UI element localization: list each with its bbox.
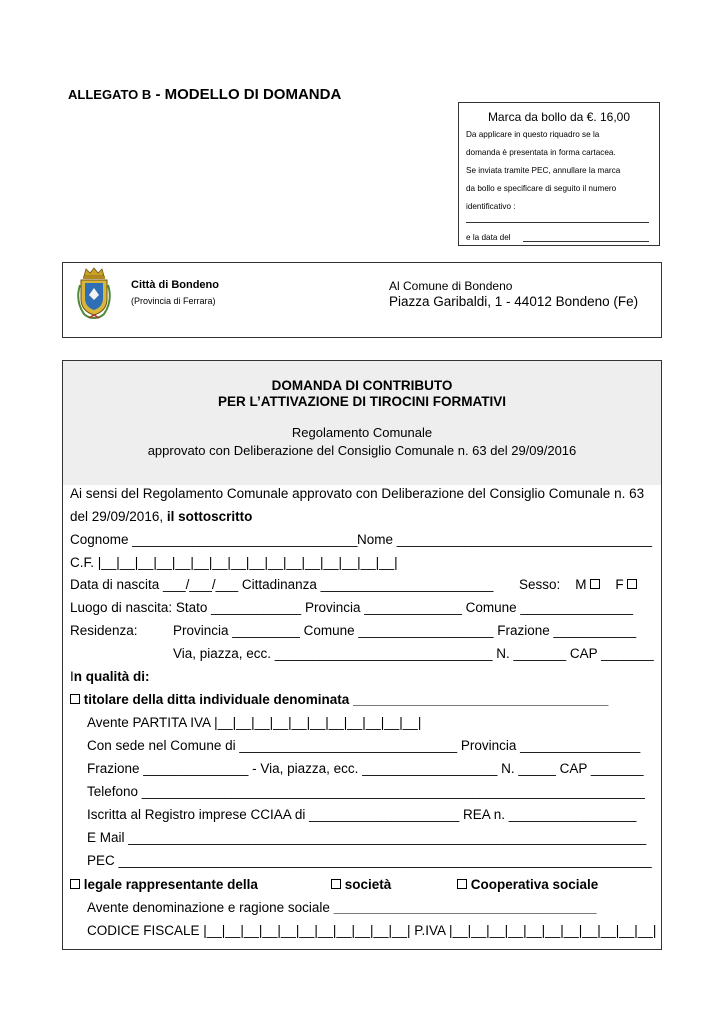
form-title: DOMANDA DI CONTRIBUTO (271, 378, 453, 393)
application-form (62, 360, 662, 950)
recipient: Al Comune di Bondeno (389, 279, 513, 293)
regulation-title: Regolamento Comunale (291, 425, 433, 440)
cooperative-checkbox[interactable] (457, 879, 467, 889)
revenue-stamp-instruction: domanda è presentata in forma cartacea. (466, 148, 616, 157)
revenue-stamp-instruction: Da applicare in questo riquadro se la (466, 130, 600, 139)
legal-rep-option (70, 877, 258, 892)
company-name-label: Avente denominazione e ragione sociale (87, 900, 330, 915)
hamlet-address-field[interactable]: Frazione ______________ - Via, piazza, ecc. __________________ N. _____ CAP _______ (87, 761, 644, 776)
sole-owner-label: titolare della ditta individuale denominata (83, 692, 350, 707)
company-name-input-line[interactable]: ___________________________________ (333, 900, 597, 915)
vat-number-field[interactable]: Avente PARTITA IVA |__|__|__|__|__|__|__|__|__|__|__| (87, 715, 422, 730)
revenue-stamp-instruction: identificativo : (466, 202, 516, 211)
city-province: (Provincia di Ferrara) (131, 296, 216, 306)
intro-date: del 29/09/2016, (70, 509, 167, 524)
pec-field[interactable]: PEC _______________________________________________________________________ (87, 853, 652, 868)
capacity-heading-initial: I (70, 669, 74, 684)
sex-m-checkbox[interactable] (590, 579, 600, 589)
sex-m-label: M (575, 577, 587, 592)
revenue-stamp-title: Marca da bollo da €. 16,00 (487, 110, 631, 124)
sex-f-checkbox[interactable] (627, 579, 637, 589)
legal-rep-checkbox[interactable] (70, 879, 80, 889)
company-name-field (87, 900, 596, 915)
stamp-date-line[interactable] (523, 241, 649, 242)
attachment-title (68, 86, 341, 103)
cooperative-option (457, 877, 598, 892)
stamp-id-line[interactable] (466, 222, 649, 223)
phone-field[interactable]: Telefono ___________________________________________________________________ (87, 784, 645, 799)
sole-owner-checkbox[interactable] (70, 694, 80, 704)
attachment-label: ALLEGATO B (68, 87, 152, 102)
surname-field[interactable]: Cognome ______________________________ (70, 532, 358, 547)
intro-text: Ai sensi del Regolamento Comunale approvato con Deliberazione del Consiglio Comunale n. 63 (70, 486, 645, 501)
fiscal-code-vat-field[interactable]: CODICE FISCALE |__|__|__|__|__|__|__|__|__|__|__| P.IVA |__|__|__|__|__|__|__|__|__|__|__| (87, 923, 657, 938)
stamp-date-label: e la data del (466, 233, 511, 242)
sole-owner-option (70, 692, 608, 707)
coat-of-arms-icon (75, 267, 113, 321)
municipality-header (62, 262, 662, 338)
company-label: società (344, 877, 392, 892)
sex-field (519, 577, 637, 592)
birth-place-field[interactable]: Luogo di nascita: Stato ____________ Provincia _____________ Comune _______________ (70, 600, 633, 615)
capacity-heading-text: n qualità di: (73, 669, 150, 684)
birth-date-citizenship-field[interactable]: Data di nascita ___/___/___ Cittadinanza _______________________ (70, 577, 494, 592)
cooperative-label: Cooperativa sociale (470, 877, 599, 892)
residence-label: Residenza: (70, 623, 138, 638)
company-option (331, 877, 391, 892)
recipient-address: Piazza Garibaldi, 1 - 44012 Bondeno (Fe) (389, 294, 639, 309)
attachment-subtitle: - MODELLO DI DOMANDA (151, 86, 342, 103)
undersigned-label: il sottoscritto (166, 509, 253, 524)
capacity-heading (70, 669, 150, 684)
regulation-reference: approvato con Deliberazione del Consiglio Comunale n. 63 del 29/09/2016 (147, 443, 577, 458)
email-field[interactable]: E Mail _____________________________________________________________________ (87, 830, 647, 845)
sex-label: Sesso: (519, 577, 561, 592)
company-name-line[interactable]: __________________________________ (353, 692, 609, 707)
business-register-field[interactable]: Iscritta al Registro imprese CCIAA di ____________________ REA n. _________________ (87, 807, 637, 822)
company-checkbox[interactable] (331, 879, 341, 889)
form-title-line2: PER L’ATTIVAZIONE DI TIROCINI FORMATIVI (218, 394, 506, 409)
legal-rep-label: legale rappresentante della (83, 877, 258, 892)
revenue-stamp-instruction: Se inviata tramite PEC, annullare la marca (466, 166, 621, 175)
tax-code-field[interactable]: C.F. |__|__|__|__|__|__|__|__|__|__|__|__|__|__|__|__| (70, 555, 398, 570)
headquarters-field[interactable]: Con sede nel Comune di _____________________________ Provincia ________________ (87, 738, 641, 753)
sex-f-label: F (615, 577, 624, 592)
residence-address-field[interactable]: Via, piazza, ecc. _____________________________ N. _______ CAP _______ (173, 646, 654, 661)
revenue-stamp-instruction: da bollo e specificare di seguito il numero (466, 184, 617, 193)
revenue-stamp-box (458, 102, 660, 246)
city-name: Città di Bondeno (131, 279, 219, 291)
name-field[interactable]: Nome __________________________________ (357, 532, 653, 547)
intro-text-2 (70, 509, 252, 524)
residence-field[interactable]: Provincia _________ Comune __________________ Frazione ___________ (173, 623, 637, 638)
